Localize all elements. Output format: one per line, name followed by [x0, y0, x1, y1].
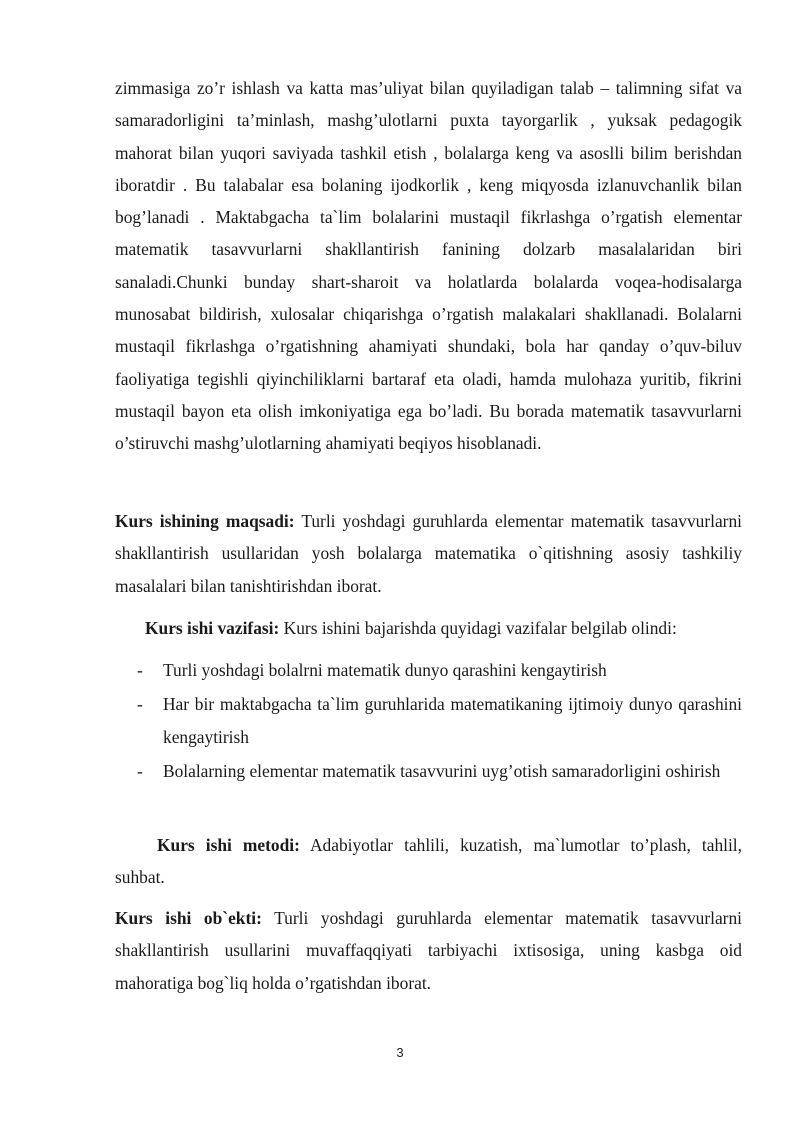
list-dash: - [137, 694, 143, 715]
list-item [115, 688, 742, 753]
obekti-text: Turli yoshdagi guruhlarda elementar matematik tasavvurlarni shakllantirish usullarini muvaffaqqiyati tarbiyachi ixtisosiga, uning kasbga oid mahoratiga bog`liq holda o’rgatishdan iborat. [115, 908, 742, 993]
intro-paragraph: zimmasiga zo’r ishlash va katta mas’uliyat bilan quyiladigan talab – talimning sifat va samaradorligini ta’minlash, mashg’ulotlarni puxta tayorgarlik , yuksak pedagogik mahorat bilan yuqori saviyada tashkil etish , bolalarga keng va asoslli bilim berishdan iboratdir . Bu talabalar esa bolaning ijodkorlik , keng miqyosda izlanuvchanlik bilan bog’lanadi . Maktabgacha ta`lim bolalarini mustaqil fikrlashga o’rgatish elementar matematik tasavvurlarni shakllantirish fanining dolzarb masalalaridan biri sanaladi.Chunki bunday shart-sharoit va holatlarda bolalarda voqea-hodisalarga munosabat bildirish, xulosalar chiqarishga o’rgatish malakalari shakllanadi. Bolalarni mustaqil fikrlashga o’rgatishning ahamiyati shundaki, bola har qanday o’quv-biluv faoliyatiga tegishli qiyinchiliklarni bartaraf eta oladi, hamda mulohaza yuritib, fikrini mustaqil bayon eta olish imkoniyatiga ega bo’ladi. Bu borada matematik tasavvurlarni o’stiruvchi mashg’ulotlarning ahamiyati beqiyos hisoblanadi. [115, 78, 742, 454]
vazifasi-text: Kurs ishini bajarishda quyidagi vazifalar belgilab olindi: [279, 618, 677, 638]
maqsadi-paragraph [115, 505, 742, 602]
obekti-label: Kurs ishi ob`ekti: [115, 908, 262, 928]
vazifasi-label: Kurs ishi vazifasi: [145, 618, 280, 638]
list-item-text: Har bir maktabgacha ta`lim guruhlarida matematikaning ijtimoiy dunyo qarashini kengaytirish [163, 694, 742, 747]
list-item-text: Bolalarning elementar matematik tasavvurini uyg’otish samaradorligini oshirish [163, 760, 721, 781]
maqsadi-text: Turli yoshdagi guruhlarda elementar matematik tasavvurlarni shakllantirish usullaridan yosh bolalarga matematika o`qitishning asosiy tashkiliy masalalari bilan tanishtirishdan iborat. [115, 511, 742, 596]
vazifasi-paragraph [145, 612, 745, 644]
metodi-text: Adabiyotlar tahlili, kuzatish, ma`lumotlar to’plash, tahlil, suhbat. [115, 835, 742, 888]
list-dash: - [137, 760, 143, 781]
list-item-text: Turli yoshdagi bolalrni matematik dunyo qarashini kengaytirish [163, 660, 607, 680]
list-item [115, 755, 742, 787]
list-dash: - [137, 660, 143, 680]
metodi-label: Kurs ishi metodi: [157, 835, 300, 855]
maqsadi-label: Kurs ishining maqsadi: [115, 511, 295, 531]
task-list [115, 654, 742, 789]
page-number: 3 [396, 1045, 404, 1060]
list-item [115, 654, 742, 686]
obekti-paragraph [115, 902, 742, 999]
metodi-paragraph [115, 829, 742, 894]
